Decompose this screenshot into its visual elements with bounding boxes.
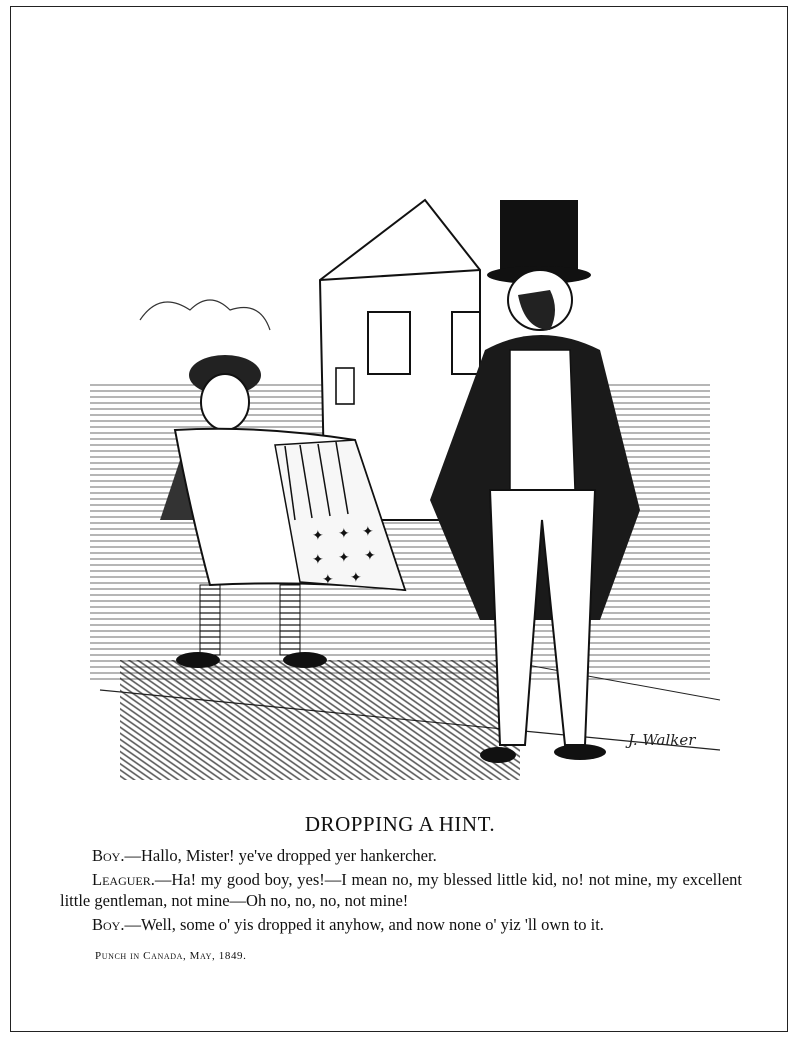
dialog-text: —Hallo, Mister! ye've dropped yer hankercher. [124,846,437,865]
svg-text:✦: ✦ [338,551,350,566]
dialog-line [60,869,742,912]
dialog-text: —Ha! my good boy, yes!—I mean no, my blessed little kid, no! not mine, my excellent little gentleman, not mine—Oh no, no, no, not mine! [60,869,742,910]
dialog-line [60,845,742,867]
cartoon-illustration [80,190,730,800]
speaker-name: Leaguer. [92,869,155,889]
source-credit: Punch in Canada, May, 1849. [95,950,247,962]
artist-signature: J. Walker [628,731,696,749]
caption-title: DROPPING A HINT. [304,812,496,836]
dialog-text: —Well, some o' yis dropped it anyhow, and now none o' yiz 'll own to it. [124,914,604,934]
speaker-name: Boy. [92,914,125,934]
caption-dialog [60,845,742,937]
svg-text:✦: ✦ [312,529,324,544]
svg-text:✦: ✦ [322,573,334,588]
svg-text:✦: ✦ [364,549,376,564]
svg-text:✦: ✦ [350,571,362,586]
svg-text:✦: ✦ [362,525,374,540]
speaker-name: Boy. [92,846,125,865]
svg-text:✦: ✦ [338,527,350,542]
svg-text:✦: ✦ [312,553,324,568]
dialog-line [60,914,742,936]
